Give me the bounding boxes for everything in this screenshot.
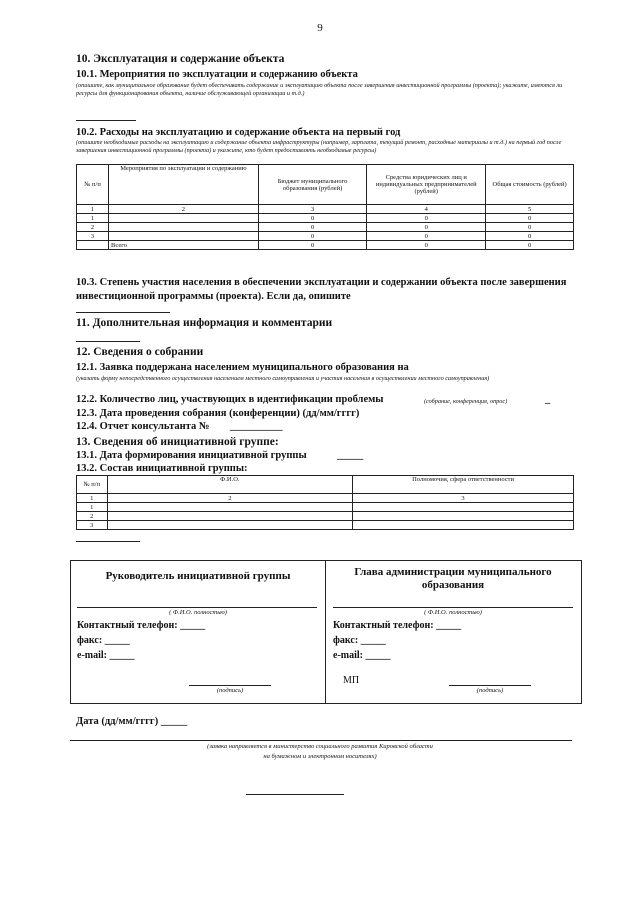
table-cell: [107, 503, 353, 512]
table-cell: 0: [486, 241, 574, 250]
table-cell: 3: [258, 205, 366, 214]
page-number: 9: [317, 22, 323, 34]
table-cell: 2: [77, 512, 108, 521]
expenses-header-activity: Мероприятия по эксплуатации и содержанию: [109, 165, 259, 205]
leader-fio-line: [77, 607, 317, 608]
expenses-header-legal: Средства юридических лиц и индивидуальных предпринимателей (рублей): [367, 165, 486, 205]
table-row: [77, 494, 574, 503]
table-cell: Всего: [109, 241, 259, 250]
table-cell: 0: [486, 223, 574, 232]
table-cell: 0: [258, 214, 366, 223]
expenses-header-total: Общая стоимость (рублей): [486, 165, 574, 205]
table-cell: 1: [77, 214, 109, 223]
head-fax-label: факс:: [333, 635, 359, 646]
table-cell: 0: [258, 241, 366, 250]
head-signature-line: [449, 685, 531, 686]
leader-phone-blank[interactable]: _____: [180, 620, 206, 631]
section-10-2-title: 10.2. Расходы на эксплуатацию и содержание объекта на первый год: [76, 127, 401, 138]
leader-title: Руководитель инициативной группы: [105, 570, 291, 582]
table-row: [77, 232, 574, 241]
section-10-3-title: 10.3. Степень участия населения в обеспечении эксплуатации и содержании объекта после завершения инвестиционной программы (проекта). Если да, опишите: [76, 277, 567, 302]
leader-phone: [77, 620, 205, 631]
table-cell: 1: [77, 503, 108, 512]
table-cell: 3: [77, 232, 109, 241]
table-cell: [107, 521, 353, 530]
table-cell: 0: [258, 223, 366, 232]
section-12-1-title: 12.1. Заявка поддержана населением муниципального образования на: [76, 362, 409, 373]
leader-phone-label: Контактный телефон:: [77, 620, 178, 631]
section-12-title: 12. Сведения о собрании: [76, 346, 204, 358]
group-header-fio: Ф.И.О.: [107, 476, 353, 494]
section-12-2-note: (собрание, конференция, опрос): [424, 398, 508, 405]
table-cell: 0: [367, 241, 486, 250]
table-cell: [109, 232, 259, 241]
leader-fax: [77, 635, 130, 646]
table-row: [77, 521, 574, 530]
table-row: [77, 241, 574, 250]
section-12-3-title: 12.3. Дата проведения собрания (конференции) (дд/мм/гггг): [76, 408, 360, 419]
head-signature-caption: (подпись): [476, 687, 504, 694]
section-10-1-title: 10.1. Мероприятия по эксплуатации и содержанию объекта: [76, 69, 358, 80]
date-label: Дата (дд/мм/гггг): [76, 716, 159, 727]
head-phone-label: Контактный телефон:: [333, 620, 434, 631]
table-cell: [353, 521, 574, 530]
section-10-1-answer-line: [76, 120, 136, 121]
leader-fio-caption: ( Ф.И.О. полностью): [169, 609, 227, 616]
section-13-1-blank: _____: [337, 450, 364, 461]
head-fio-line: [333, 607, 573, 608]
section-13-2-title: 13.2. Состав инициативной группы:: [76, 463, 248, 474]
leader-email-blank[interactable]: _____: [109, 650, 135, 661]
signature-block: [70, 560, 582, 704]
section-13-title: 13. Сведения об инициативной группе:: [76, 436, 279, 448]
date-blank[interactable]: _____: [160, 716, 188, 727]
section-11-answer-line: [76, 341, 140, 342]
table-cell: [353, 503, 574, 512]
leader-fax-label: факс:: [77, 635, 103, 646]
head-fax-blank[interactable]: _____: [360, 635, 386, 646]
group-header-num: № п/п: [77, 476, 108, 494]
table-row: [77, 214, 574, 223]
initiative-group-table: [76, 475, 574, 530]
leader-signature-line: [189, 685, 271, 686]
group-header-duties: Полномочия, сфера ответственности: [353, 476, 574, 494]
section-11-title: 11. Дополнительная информация и комментарии: [76, 317, 333, 329]
head-fio-caption: ( Ф.И.О. полностью): [424, 609, 482, 616]
table-cell: [109, 214, 259, 223]
head-phone: [333, 620, 461, 631]
section-10-1-note: (опишите, как муниципальное образование будет обеспечивать содержание и эксплуатацию объекта после завершения инвестиционной программы (проекта); укажите, имеются ли ресурсы для функционирования объекта, наличие обслуживающей организации и т.д.): [76, 82, 563, 97]
head-fax: [333, 635, 386, 646]
head-phone-blank[interactable]: _____: [436, 620, 462, 631]
expenses-header-budget: Бюджет муниципального образования (рублей): [258, 165, 366, 205]
footer-line-1: (заявка направляется в министерство социального развития Кировской области: [207, 743, 433, 750]
table-cell: [107, 512, 353, 521]
leader-email-label: e-mail:: [77, 650, 107, 661]
table-cell: 2: [77, 223, 109, 232]
section-10-2-note: (опишите необходимые расходы на эксплуатацию и содержание объекта инфраструктуры (например, зарплата, текущий ремонт, расходные материалы и т.д.) на первый год после завершения инвестиционной программы (проекта) и укажите, кто будет предоставлять необходимые ресурсы): [76, 139, 562, 154]
expenses-header-num: № п/п: [77, 165, 109, 205]
table-row: [77, 512, 574, 521]
section-10-title: 10. Эксплуатация и содержание объекта: [76, 53, 285, 65]
table-cell: 0: [258, 232, 366, 241]
leader-signature-caption: (подпись): [216, 687, 244, 694]
footer-short-line: [246, 794, 344, 795]
table-cell: 5: [486, 205, 574, 214]
table-row: [77, 503, 574, 512]
group-table-end-line: [76, 541, 140, 542]
section-10-3-answer-line: [76, 312, 170, 313]
footer-line-2: на бумажном и электронном носителях): [263, 753, 377, 760]
head-title: Глава администрации муниципального образования: [354, 566, 552, 591]
table-cell: [109, 223, 259, 232]
table-cell: 2: [109, 205, 259, 214]
table-cell: 0: [367, 214, 486, 223]
stamp-mark: МП: [343, 675, 360, 686]
head-email-blank[interactable]: _____: [365, 650, 391, 661]
table-cell: 0: [367, 232, 486, 241]
expenses-table: [76, 164, 574, 250]
table-cell: 3: [77, 521, 108, 530]
section-12-1-note: (указать форму непосредственного осуществления населением местного самоуправления и участия населения в осуществлении местного самоуправления): [76, 375, 490, 382]
section-13-1-title: 13.1. Дата формирования инициативной группы: [76, 450, 307, 461]
section-12-4-title: 12.4. Отчет консультанта №: [76, 421, 210, 432]
table-cell: 1: [77, 205, 109, 214]
section-12-4-blank: __________: [230, 421, 283, 432]
head-email-label: e-mail:: [333, 650, 363, 661]
table-row: [77, 205, 574, 214]
head-email: [333, 650, 391, 661]
section-12-2-title: 12.2. Количество лиц, участвующих в идентификации проблемы: [76, 394, 384, 405]
footer-rule: [70, 740, 572, 741]
table-cell: 0: [486, 214, 574, 223]
table-row: [77, 223, 574, 232]
table-cell: 0: [367, 223, 486, 232]
section-12-2-blank: _: [545, 394, 551, 405]
table-cell: 1: [77, 494, 108, 503]
table-cell: [353, 512, 574, 521]
leader-email: [77, 650, 135, 661]
table-cell: 4: [367, 205, 486, 214]
leader-fax-blank[interactable]: _____: [104, 635, 130, 646]
table-cell: 3: [353, 494, 574, 503]
table-cell: [77, 241, 109, 250]
date-row: [76, 716, 187, 727]
table-cell: 0: [486, 232, 574, 241]
table-cell: 2: [107, 494, 353, 503]
